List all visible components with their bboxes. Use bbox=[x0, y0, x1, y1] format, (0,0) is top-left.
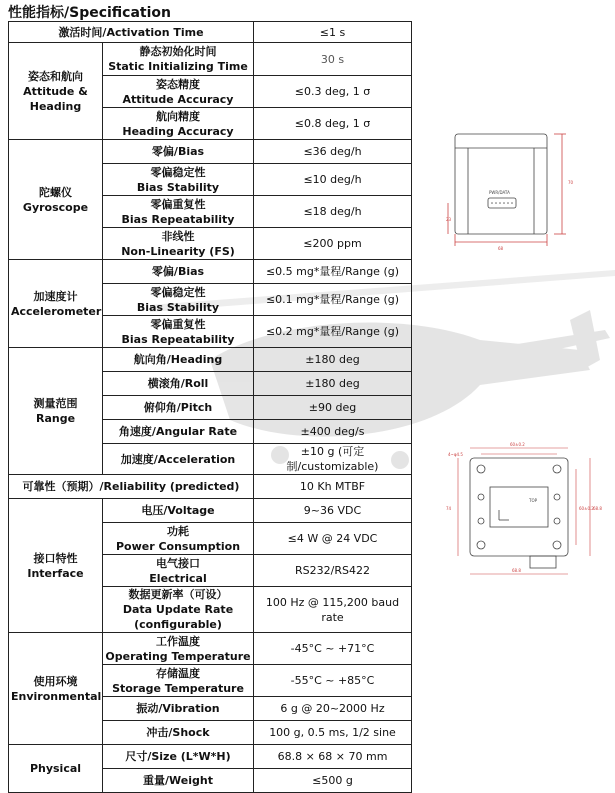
table-cell bbox=[103, 228, 254, 260]
cell-text: 姿态精度 bbox=[156, 77, 200, 91]
table-cell: ≤10 deg/h bbox=[254, 164, 412, 196]
table-cell bbox=[103, 43, 254, 76]
table-cell: 俯仰角/Pitch bbox=[103, 396, 254, 420]
table-cell: 重量/Weight bbox=[103, 769, 254, 793]
table-cell: ≤0.2 mg*量程/Range (g) bbox=[254, 316, 412, 348]
table-row bbox=[9, 22, 412, 43]
table-cell: ≤500 g bbox=[254, 769, 412, 793]
cell-text: 航向精度 bbox=[156, 109, 200, 123]
table-cell bbox=[103, 76, 254, 108]
cell-text: Bias Repeatability bbox=[121, 332, 235, 346]
table-cell: 68.8 × 68 × 70 mm bbox=[254, 745, 412, 769]
table-cell bbox=[103, 587, 254, 633]
table-row bbox=[9, 745, 412, 769]
cell-text: Environmental bbox=[11, 689, 102, 703]
dim-right1: 60±0.2 bbox=[579, 506, 594, 511]
table-cell bbox=[103, 196, 254, 228]
table-cell: 零偏/Bias bbox=[103, 260, 254, 284]
table-row bbox=[9, 140, 412, 164]
dim-height: 70 bbox=[568, 180, 574, 185]
dim-top2: 60±0.2 bbox=[510, 442, 525, 447]
group-range bbox=[9, 348, 103, 475]
table-cell: -45°C ~ +71°C bbox=[254, 633, 412, 665]
connector-label: PWR/DATA bbox=[489, 190, 510, 195]
cell-text: Gyroscope bbox=[22, 200, 89, 214]
cell-text: Operating Temperature bbox=[105, 649, 251, 663]
cell-text: 存储温度 bbox=[156, 666, 200, 680]
cell-text: 电气接口 bbox=[156, 556, 200, 570]
cell-text: 静态初始化时间 bbox=[139, 45, 217, 58]
table-cell: 9~36 VDC bbox=[254, 499, 412, 523]
table-cell: 航向角/Heading bbox=[103, 348, 254, 372]
table-cell bbox=[103, 108, 254, 140]
spec-table bbox=[8, 21, 412, 793]
reliability-value: 10 Kh MTBF bbox=[254, 475, 412, 499]
group-environmental bbox=[9, 633, 103, 745]
table-cell: ≤0.5 mg*量程/Range (g) bbox=[254, 260, 412, 284]
cell-text: Heading Accuracy bbox=[122, 124, 234, 138]
table-cell: ±10 g (可定制/customizable) bbox=[254, 444, 412, 475]
cell-text: Heading bbox=[29, 99, 82, 113]
table-cell: ≤18 deg/h bbox=[254, 196, 412, 228]
cell-text: 姿态和航向 bbox=[28, 69, 83, 83]
cell-text: Bias Stability bbox=[136, 180, 220, 194]
table-cell: 横滚角/Roll bbox=[103, 372, 254, 396]
table-cell: ±400 deg/s bbox=[254, 420, 412, 444]
table-cell bbox=[103, 164, 254, 196]
group-interface bbox=[9, 499, 103, 633]
table-row bbox=[9, 633, 412, 665]
table-cell: ≤0.1 mg*量程/Range (g) bbox=[254, 284, 412, 316]
table-cell: 零偏/Bias bbox=[103, 140, 254, 164]
reliability-label: 可靠性（预期）/Reliability (predicted) bbox=[9, 475, 254, 499]
table-cell: ≤200 ppm bbox=[254, 228, 412, 260]
group-accelerometer bbox=[9, 260, 103, 348]
dim-left: 74 bbox=[446, 506, 452, 511]
activation-label: 激活时间/Activation Time bbox=[9, 22, 254, 43]
table-cell: 6 g @ 20~2000 Hz bbox=[254, 697, 412, 721]
activation-value: ≤1 s bbox=[254, 22, 412, 43]
cell-text: 陀螺仪 bbox=[39, 185, 72, 199]
table-cell: 冲击/Shock bbox=[103, 721, 254, 745]
table-row bbox=[9, 499, 412, 523]
cell-text: Power Consumption bbox=[115, 539, 241, 553]
table-cell: 100 g, 0.5 ms, 1/2 sine bbox=[254, 721, 412, 745]
dim-top1: 4~φ4.5 bbox=[448, 452, 463, 457]
table-cell: 振动/Vibration bbox=[103, 697, 254, 721]
table-cell: ≤0.8 deg, 1 σ bbox=[254, 108, 412, 140]
cell-text: 数据更新率（可设） bbox=[128, 588, 228, 601]
table-cell: ≤36 deg/h bbox=[254, 140, 412, 164]
table-cell: ≤4 W @ 24 VDC bbox=[254, 523, 412, 555]
cell-text: Interface bbox=[27, 566, 84, 580]
cell-text: 测量范围 bbox=[33, 397, 78, 410]
group-gyroscope bbox=[9, 140, 103, 260]
cell-text: 使用环境 bbox=[33, 674, 78, 688]
group-physical: Physical bbox=[9, 745, 103, 793]
dim-width: 68 bbox=[498, 246, 504, 251]
table-cell: 角速度/Angular Rate bbox=[103, 420, 254, 444]
group-attitude bbox=[9, 43, 103, 140]
cell-text: Static Initializing Time bbox=[108, 60, 248, 73]
table-cell: RS232/RS422 bbox=[254, 555, 412, 587]
cell-text: 加速度计 bbox=[33, 289, 78, 303]
table-row bbox=[9, 43, 412, 76]
cell-text: 接口特性 bbox=[33, 551, 78, 565]
cell-text: 功耗 bbox=[167, 524, 189, 538]
table-cell: 100 Hz @ 115,200 baud rate bbox=[254, 587, 412, 633]
table-cell: ±90 deg bbox=[254, 396, 412, 420]
page-heading: 性能指标/Specification bbox=[8, 5, 172, 21]
cell-text: Storage Temperature bbox=[112, 681, 244, 695]
cell-text: 零偏稳定性 bbox=[150, 285, 206, 299]
dim-bottom: 68.8 bbox=[512, 568, 521, 573]
dim-side: 23 bbox=[446, 217, 452, 222]
cell-text: 非线性 bbox=[161, 229, 195, 243]
cell-text: Non-Linearity (FS) bbox=[121, 244, 235, 258]
table-row bbox=[9, 260, 412, 284]
table-cell: 尺寸/Size (L*W*H) bbox=[103, 745, 254, 769]
cell-text: Accelerometer bbox=[11, 304, 102, 318]
table-cell: 电压/Voltage bbox=[103, 499, 254, 523]
cell-text: 工作温度 bbox=[156, 634, 200, 648]
cell-text: Data Update Rate bbox=[122, 603, 234, 616]
cell-text: Attitude & bbox=[23, 84, 88, 98]
table-cell bbox=[103, 665, 254, 697]
cell-text: Electrical bbox=[149, 571, 207, 585]
table-row bbox=[9, 475, 412, 499]
table-cell: 加速度/Acceleration bbox=[103, 444, 254, 475]
table-cell bbox=[103, 633, 254, 665]
cell-text: (configurable) bbox=[134, 618, 222, 631]
cell-text: 零偏稳定性 bbox=[150, 165, 206, 179]
cell-text: 零偏重复性 bbox=[150, 317, 206, 331]
table-cell: ±180 deg bbox=[254, 372, 412, 396]
cell-text: Attitude Accuracy bbox=[122, 92, 234, 106]
table-cell: ±180 deg bbox=[254, 348, 412, 372]
table-cell bbox=[103, 284, 254, 316]
table-cell bbox=[103, 523, 254, 555]
dim-right2: 68.8 bbox=[593, 506, 602, 511]
cell-text: Range bbox=[35, 412, 76, 425]
table-row bbox=[9, 348, 412, 372]
front-view-drawing bbox=[446, 128, 580, 258]
table-cell: 30 s bbox=[254, 43, 412, 76]
top-view-drawing bbox=[444, 440, 612, 580]
inner-label: TOP bbox=[529, 498, 538, 503]
table-cell: -55°C ~ +85°C bbox=[254, 665, 412, 697]
cell-text: Bias Stability bbox=[136, 300, 220, 314]
cell-text: Bias Repeatability bbox=[121, 212, 235, 226]
cell-text: 零偏重复性 bbox=[150, 197, 206, 211]
table-cell bbox=[103, 316, 254, 348]
table-cell bbox=[103, 555, 254, 587]
table-cell: ≤0.3 deg, 1 σ bbox=[254, 76, 412, 108]
